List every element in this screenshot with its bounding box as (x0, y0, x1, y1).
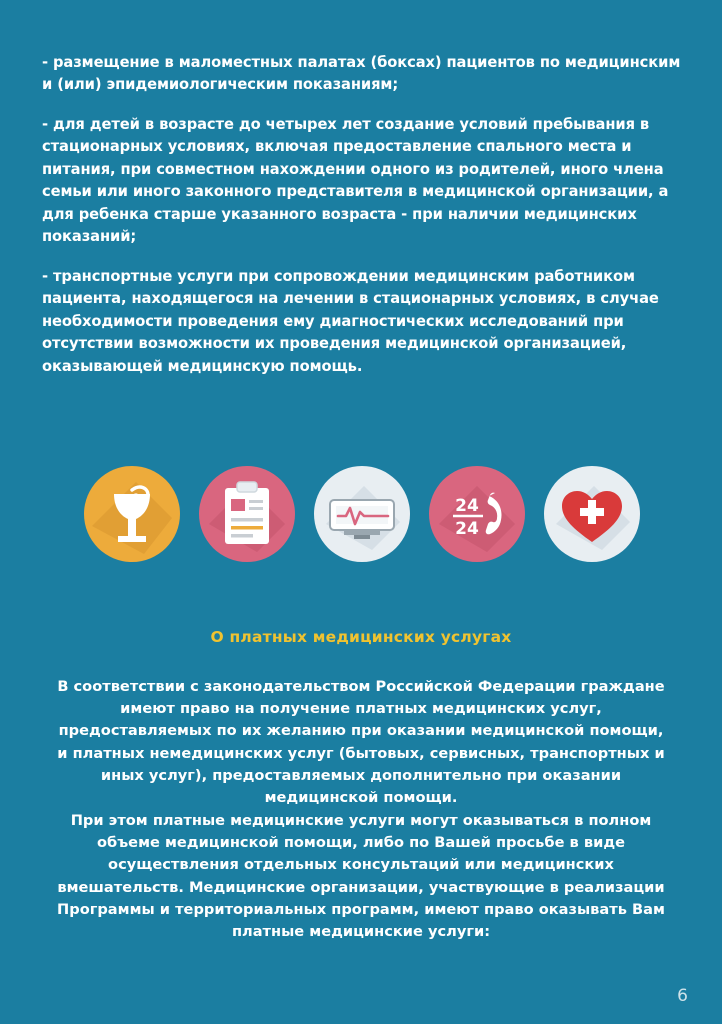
24-7-phone-icon (429, 466, 525, 562)
paragraph-bullet-2: - для детей в возрасте до четырех лет создание условий пребывания в стационарных условиях, включая предоставление спального места и питания, при совместном нахождении одного из родителей, иного члена семьи или иного законного представителя в медицинской организации, а для ребенка старше указанного возраста - при наличии медицинских показаний; (42, 115, 669, 246)
svg-text:24: 24 (455, 496, 479, 516)
icon-row (84, 466, 640, 562)
section-paragraph-1: В соответствии с законодательством Российской Федерации граждане имеют право на получение платных медицинских услуг, предоставляемых по их желанию при оказании медицинской помощи, и платных немедицинских услуг (бытовых, сервисных, транспортных и иных услуг), предоставляемых дополнительно при оказании медицинской помощи. (57, 678, 665, 806)
heart-cross-icon (544, 466, 640, 562)
paragraph-bullet-3: - транспортные услуги при сопровождении медицинским работником пациента, находящегося на лечении в стационарных условиях, в случае необходимости проведения ему диагностических исследований при отсутствии возможности их проведения медицинской организацией, оказывающей медицинскую помощь. (42, 267, 659, 375)
paragraph-bullet-1: - размещение в маломестных палатах (боксах) пациентов по медицинским и (или) эпидемиологическим показаниям; (42, 54, 681, 94)
section-body (52, 676, 670, 943)
bowl-of-hygieia-icon (84, 466, 180, 562)
ecg-monitor-icon (314, 466, 410, 562)
bullet-text-block (42, 52, 682, 378)
section-paragraph-2: При этом платные медицинские услуги могут оказываться в полном объеме медицинской помощи, либо по Вашей просьбе в виде осуществления отдельных консультаций или медицинских вмешательств. Медицинские организации, участвующие в реализации Программы и территориальных программ, имеют право оказывать Вам платные медицинские услуги: (57, 812, 665, 940)
svg-text:24: 24 (455, 519, 479, 539)
section-heading: О платных медицинских услугах (210, 628, 512, 646)
medical-record-icon (199, 466, 295, 562)
page-number: 6 (677, 986, 688, 1006)
